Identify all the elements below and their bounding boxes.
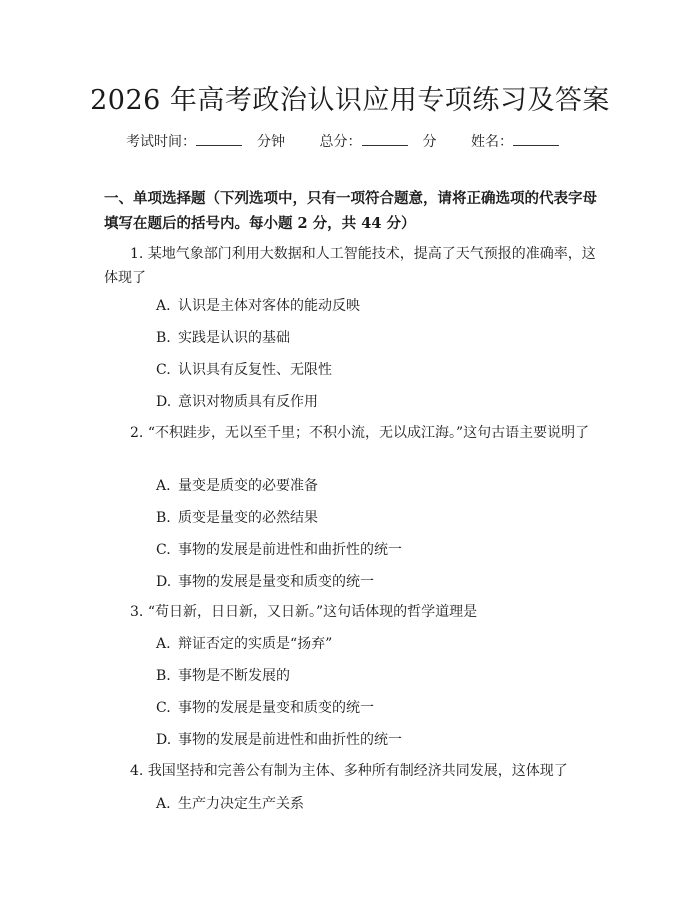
question-1: [104, 242, 599, 290]
question-stem: “不积跬步，无以至千里；不积小流，无以成江海。”这句古语主要说明了: [147, 425, 590, 441]
question-1-option-a[interactable]: [156, 296, 360, 316]
question-number: 1.: [130, 246, 144, 262]
option-letter: D.: [156, 732, 172, 748]
question-1-option-b[interactable]: [156, 328, 290, 348]
option-text: 意识对物质具有反作用: [178, 394, 318, 410]
option-letter: B.: [156, 330, 171, 346]
total-score-label: 总分：: [319, 134, 362, 150]
question-3-option-b[interactable]: [156, 666, 290, 686]
option-letter: B.: [156, 668, 171, 684]
question-stem: 我国坚持和完善公有制为主体、多种所有制经济共同发展，这体现了: [147, 763, 568, 779]
option-letter: C.: [156, 542, 171, 558]
option-letter: A.: [156, 796, 171, 812]
option-text: 事物的发展是量变和质变的统一: [178, 574, 374, 590]
option-letter: A.: [156, 298, 171, 314]
question-stem: 某地气象部门利用大数据和人工智能技术，提高了天气预报的准确率，这体现了: [104, 246, 596, 286]
option-text: 质变是量变的必然结果: [178, 510, 318, 526]
question-1-option-c[interactable]: [156, 360, 332, 380]
exam-time-unit: 分钟: [257, 134, 286, 150]
option-letter: A.: [156, 636, 171, 652]
exam-info-line: [0, 131, 700, 151]
option-letter: B.: [156, 510, 171, 526]
option-text: 事物的发展是量变和质变的统一: [178, 700, 374, 716]
question-number: 2.: [130, 425, 144, 441]
question-3-option-d[interactable]: [156, 730, 402, 750]
question-3: [104, 600, 599, 624]
name-label: 姓名：: [470, 134, 513, 150]
option-letter: D.: [156, 574, 172, 590]
page-title: 2026 年高考政治认识应用专项练习及答案: [90, 85, 610, 116]
total-score-blank[interactable]: [362, 144, 408, 146]
question-number: 3.: [130, 604, 144, 620]
name-blank[interactable]: [513, 144, 559, 146]
question-4-option-a[interactable]: [156, 794, 304, 814]
question-stem: “苟日新，日日新，又日新。”这句话体现的哲学道理是: [147, 604, 478, 620]
option-letter: C.: [156, 700, 171, 716]
exam-time-blank[interactable]: [196, 144, 242, 146]
question-number: 4.: [130, 763, 144, 779]
question-2-option-d[interactable]: [156, 572, 374, 592]
name-field: [471, 131, 574, 151]
total-score-field: [320, 131, 437, 151]
option-text: 事物的发展是前进性和曲折性的统一: [178, 732, 402, 748]
question-2: [104, 421, 599, 445]
question-2-option-a[interactable]: [156, 476, 318, 496]
question-2-option-b[interactable]: [156, 508, 318, 528]
exam-time-field: [126, 131, 285, 151]
total-score-unit: 分: [422, 134, 437, 150]
section-heading: 一、单项选择题（下列选项中，只有一项符合题意，请将正确选项的代表字母填写在题后的括号内。每小题 2 分，共 44 分）: [104, 190, 597, 232]
option-text: 认识具有反复性、无限性: [178, 362, 332, 378]
option-text: 实践是认识的基础: [178, 330, 290, 346]
option-letter: C.: [156, 362, 171, 378]
question-2-option-c[interactable]: [156, 540, 402, 560]
option-letter: A.: [156, 478, 171, 494]
question-3-option-a[interactable]: [156, 634, 332, 654]
option-text: 认识是主体对客体的能动反映: [178, 298, 360, 314]
option-text: 辩证否定的实质是“扬弃”: [178, 636, 333, 652]
exam-time-label: 考试时间：: [126, 134, 197, 150]
option-text: 生产力决定生产关系: [178, 796, 304, 812]
option-text: 事物是不断发展的: [178, 668, 290, 684]
question-1-option-d[interactable]: [156, 392, 318, 412]
question-3-option-c[interactable]: [156, 698, 374, 718]
option-letter: D.: [156, 394, 172, 410]
option-text: 量变是质变的必要准备: [178, 478, 318, 494]
question-4: [104, 759, 599, 783]
option-text: 事物的发展是前进性和曲折性的统一: [178, 542, 402, 558]
